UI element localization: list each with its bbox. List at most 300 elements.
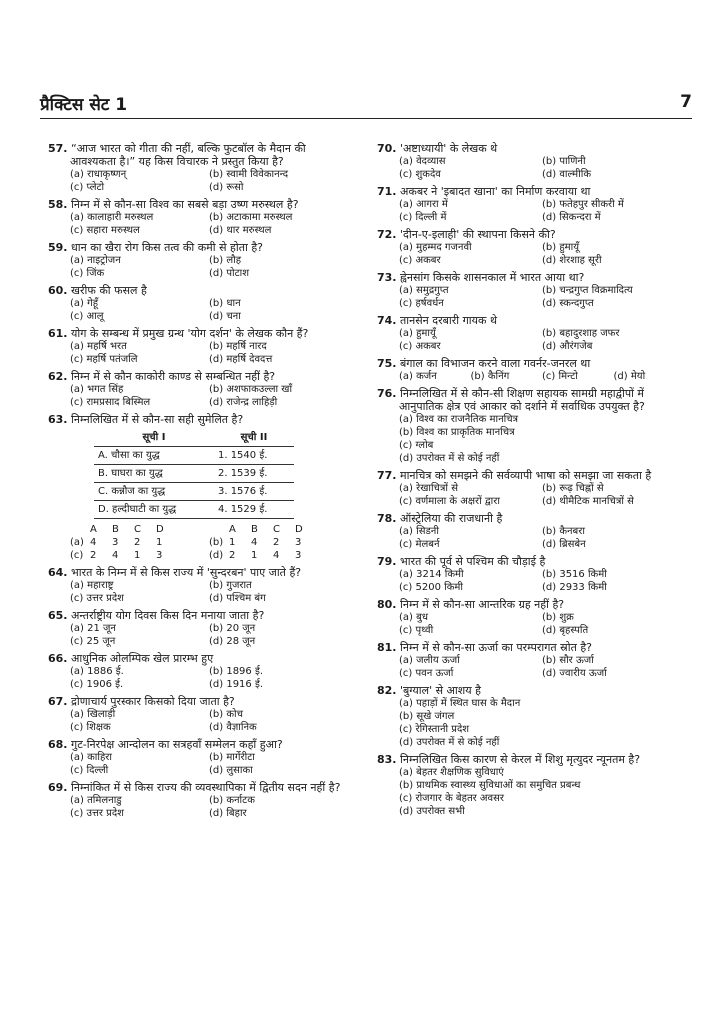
option-a[interactable]: (a) सिडनी: [399, 526, 439, 537]
option-d[interactable]: (d) रूसो: [209, 182, 244, 193]
question-text: निम्न में से कौन-सा विश्व का सबसे बड़ा उष्ण मरुस्थल है?: [71, 198, 299, 211]
options: [377, 413, 685, 465]
option-b[interactable]: (b) 1896 ई.: [209, 666, 264, 677]
option-b[interactable]: (b) लौह: [209, 255, 242, 266]
question-63: [48, 413, 348, 562]
question-number: 80.: [377, 598, 397, 611]
option-c[interactable]: (c) मेलबर्न: [399, 539, 440, 550]
question-line: [48, 284, 348, 297]
options: [377, 155, 685, 181]
answer-code-option[interactable]: [70, 549, 209, 562]
option-b[interactable]: (b) महर्षि नारद: [209, 341, 267, 352]
right-question-group-3: [377, 684, 685, 818]
match-table: [94, 429, 294, 519]
list-1-item: D. हल्दीघाटी का युद्ध: [94, 501, 214, 519]
question-number: 59.: [48, 241, 68, 254]
option-d[interactable]: (d) बिहार: [209, 808, 247, 819]
option-c[interactable]: (c) 5200 किमी: [399, 582, 463, 593]
question-text: द्रोणाचार्य पुरस्कार किसको दिया जाता है?: [71, 695, 235, 708]
question-line: [377, 228, 685, 241]
code-column-label: D: [295, 524, 303, 535]
question-line: [377, 185, 685, 198]
question-text: गुट-निरपेक्ष आन्दोलन का सत्रहवाँ सम्मेलन कहाँ हुआ?: [71, 738, 283, 751]
options: [48, 665, 348, 691]
code-value: (c): [70, 550, 84, 561]
left-column: [48, 142, 348, 824]
option-d[interactable]: (d) पोटाश: [209, 268, 250, 279]
options: [48, 622, 348, 648]
option-c[interactable]: (c) रोजगार के बेहतर अवसर: [399, 793, 504, 804]
code-value: 1: [156, 537, 163, 548]
question-number: 57.: [48, 142, 68, 155]
question-number: 78.: [377, 512, 397, 525]
options: [48, 383, 348, 409]
question-text: ह्वेनसांग किसके शासनकाल में भारत आया था?: [400, 271, 585, 284]
options: [377, 766, 685, 818]
question-68: [48, 738, 348, 777]
question-text: खरीफ की फसल है: [71, 284, 147, 297]
options: [48, 254, 348, 280]
option-d[interactable]: (d) शेरशाह सूरी: [542, 255, 602, 266]
option-b[interactable]: (b) कोच: [209, 709, 243, 720]
question-number: 75.: [377, 357, 397, 370]
option-d[interactable]: (d) थार मरुस्थल: [209, 225, 272, 236]
code-value: 2: [90, 550, 97, 561]
option-c[interactable]: (c) उत्तर प्रदेश: [70, 593, 124, 604]
question-text: निम्न में से कौन-सा आन्तरिक ग्रह नहीं है?: [400, 598, 565, 611]
question-number: 74.: [377, 314, 397, 327]
option-a[interactable]: (a) कर्जन: [399, 371, 437, 382]
list-1-item: A. चौसा का युद्ध: [94, 447, 214, 465]
question-number: 83.: [377, 753, 397, 766]
question-number: 60.: [48, 284, 68, 297]
question-text: निम्न में से कौन-सा ऊर्जा का परम्परागत स्रोत है?: [400, 641, 593, 654]
question-78: [377, 512, 685, 551]
option-c[interactable]: (c) मिन्टो: [542, 371, 578, 382]
match-table-row: [94, 483, 294, 501]
options: [377, 198, 685, 224]
right-question-group-1: [377, 142, 685, 353]
left-question-group-1: [48, 142, 348, 409]
question-59: [48, 241, 348, 280]
option-a[interactable]: (a) वेदव्यास: [399, 156, 446, 167]
question-line: [377, 555, 685, 568]
option-b[interactable]: (b) पाणिनी: [542, 156, 586, 167]
option-a[interactable]: (a) हुमायूँ: [399, 328, 436, 339]
option-b[interactable]: (b) स्वामी विवेकानन्द: [209, 169, 289, 180]
option-b[interactable]: (b) अटाकामा मरुस्थल: [209, 212, 293, 223]
option-c[interactable]: (c) सहारा मरुस्थल: [70, 225, 140, 236]
option-d[interactable]: (d) उपरोक्त में से कोई नहीं: [399, 737, 500, 748]
question-text: 'बुग्याल' से आशय है: [400, 684, 481, 697]
code-value: 3: [156, 550, 163, 561]
answer-code-header: [70, 523, 209, 536]
option-d[interactable]: (d) औरंगजेब: [542, 341, 593, 352]
question-58: [48, 198, 348, 237]
option-b[interactable]: (b) मार्गेरीटा: [209, 752, 255, 763]
question-75: [377, 357, 685, 383]
option-a[interactable]: (a) 3214 किमी: [399, 569, 464, 580]
option-a[interactable]: (a) महर्षि भरत: [70, 341, 127, 352]
option-b[interactable]: (b) विश्व का प्राकृतिक मानचित्र: [399, 427, 515, 438]
question-number: 70.: [377, 142, 397, 155]
question-text: बंगाल का विभाजन करने वाला गवर्नर-जनरल था: [400, 357, 591, 370]
answer-code-header: [209, 523, 348, 536]
option-b[interactable]: (b) फतेहपुर सीकरी में: [542, 199, 624, 210]
option-a[interactable]: (a) विश्व का राजनैतिक मानचित्र: [399, 414, 519, 425]
question-line: [48, 198, 348, 211]
answer-code-option[interactable]: [70, 536, 209, 549]
question-number: 76.: [377, 387, 397, 400]
answer-codes-left: [70, 523, 209, 562]
option-c[interactable]: (c) पवन ऊर्जा: [399, 668, 454, 679]
question-number: 62.: [48, 370, 68, 383]
option-d[interactable]: (d) वाल्मीकि: [542, 169, 592, 180]
code-column-label: D: [156, 524, 164, 535]
question-number: 77.: [377, 469, 397, 482]
option-a[interactable]: (a) खिलाड़ी: [70, 709, 116, 720]
question-73: [377, 271, 685, 310]
match-table-row: [94, 447, 294, 465]
option-a[interactable]: (a) जलीय ऊर्जा: [399, 655, 460, 666]
option-a[interactable]: (a) मुहम्मद गजनवी: [399, 242, 472, 253]
question-line: [377, 512, 685, 525]
option-d[interactable]: (d) पश्चिम बंग: [209, 593, 266, 604]
question-74: [377, 314, 685, 353]
option-b[interactable]: (b) 20 जून: [209, 623, 256, 634]
page-title: प्रैक्टिस सेट 1: [40, 95, 128, 115]
option-c[interactable]: (c) अकबर: [399, 341, 441, 352]
question-number: 66.: [48, 652, 68, 665]
question-line: [377, 314, 685, 327]
option-d[interactable]: (d) लुसाका: [209, 765, 253, 776]
options: [377, 568, 685, 594]
option-c[interactable]: (c) 25 जून: [70, 636, 116, 647]
options: [48, 168, 348, 194]
options: [377, 525, 685, 551]
option-d[interactable]: (d) वैज्ञानिक: [209, 722, 257, 733]
option-d[interactable]: (d) 28 जून: [209, 636, 256, 647]
answer-code-option[interactable]: [209, 549, 348, 562]
match-table-row: [94, 465, 294, 483]
list-1-header: सूची I: [94, 429, 214, 447]
code-value: 1: [134, 550, 141, 561]
option-b[interactable]: (b) रूढ़ चिह्नों से: [542, 483, 604, 494]
question-line: [48, 142, 348, 168]
question-71: [377, 185, 685, 224]
question-66: [48, 652, 348, 691]
code-value: 4: [90, 537, 97, 548]
question-text: अन्तर्राष्ट्रीय योग दिवस किस दिन मनाया जाता है?: [71, 609, 265, 622]
question-number: 64.: [48, 566, 68, 579]
option-c[interactable]: (c) प्लेटो: [70, 182, 105, 193]
left-question-group-2: [48, 566, 348, 820]
option-b[interactable]: (b) 3516 किमी: [542, 569, 607, 580]
answer-codes-right: [209, 523, 348, 562]
question-number: 71.: [377, 185, 397, 198]
answer-code-option[interactable]: [209, 536, 348, 549]
option-b[interactable]: (b) चन्द्रगुप्त विक्रमादित्य: [542, 285, 633, 296]
option-a[interactable]: (a) तमिलनाडु: [70, 795, 122, 806]
code-column-label: [70, 523, 90, 536]
option-d[interactable]: (d) मेयो: [613, 371, 646, 382]
code-value: 1: [251, 550, 258, 561]
question-67: [48, 695, 348, 734]
option-c[interactable]: (c) दिल्ली में: [399, 212, 447, 223]
code-value: 3: [295, 537, 302, 548]
code-value: (d): [209, 550, 224, 561]
list-2-item: 2. 1539 ई.: [214, 465, 294, 483]
question-69: [48, 781, 348, 820]
option-b[interactable]: (b) अशफाकउल्ला खाँ: [209, 384, 293, 395]
option-a[interactable]: (a) रेखाचित्रों से: [399, 483, 458, 494]
question-line: [48, 695, 348, 708]
option-c[interactable]: (c) महर्षि पतंजलि: [70, 354, 138, 365]
question-57: [48, 142, 348, 194]
question-text: भारत के निम्न में से किस राज्य में 'सुन्दरबन' पाए जाते हैं?: [71, 566, 302, 579]
option-c[interactable]: (c) हर्षवर्धन: [399, 298, 444, 309]
option-a[interactable]: (a) बेहतर शैक्षणिक सुविधाएं: [399, 767, 504, 778]
option-b[interactable]: (b) कर्नाटक: [209, 795, 255, 806]
question-76: [377, 387, 685, 465]
options: [48, 579, 348, 605]
question-line: [48, 652, 348, 665]
question-number: 67.: [48, 695, 68, 708]
question-line: [377, 684, 685, 697]
option-a[interactable]: (a) 21 जून: [70, 623, 116, 634]
code-column-label: C: [134, 524, 141, 535]
options: [377, 241, 685, 267]
list-1-item: B. घाघरा का युद्ध: [94, 465, 214, 483]
option-a[interactable]: (a) समुद्रगुप्त: [399, 285, 449, 296]
option-d[interactable]: (d) थीमैटिक मानचित्रों से: [542, 496, 634, 507]
question-64: [48, 566, 348, 605]
question-text: “आज भारत को गीता की नहीं, बल्कि फुटबॉल के मैदान की आवश्यकता है।” यह किस विचारक ने प्रस्तुत किया है?: [70, 142, 306, 168]
question-text: मानचित्र को समझने की सर्वव्यापी भाषा को समझा जा सकता है: [400, 469, 652, 482]
option-d[interactable]: (d) 1916 ई.: [209, 679, 264, 690]
question-number: 81.: [377, 641, 397, 654]
option-c[interactable]: (c) दिल्ली: [70, 765, 109, 776]
code-value: (a): [70, 537, 84, 548]
options: [377, 482, 685, 508]
question-text: निम्न में से कौन काकोरी काण्ड से सम्बन्धित नहीं है?: [71, 370, 276, 383]
list-2-item: 1. 1540 ई.: [214, 447, 294, 465]
question-line: [377, 142, 685, 155]
code-value: 3: [295, 550, 302, 561]
question-number: 65.: [48, 609, 68, 622]
question-text: निम्नांकित में से किस राज्य की व्यवस्थापिका में द्वितीय सदन नहीं है?: [71, 781, 341, 794]
code-value: 2: [273, 537, 280, 548]
option-c[interactable]: (c) 1906 ई.: [70, 679, 124, 690]
options: [377, 611, 685, 637]
options: [48, 211, 348, 237]
option-a[interactable]: (a) पहाड़ों में स्थित घास के मैदान: [399, 698, 521, 709]
question-line: [48, 609, 348, 622]
option-a[interactable]: (a) महाराष्ट्र: [70, 580, 114, 591]
option-a[interactable]: (a) कालाहारी मरुस्थल: [70, 212, 154, 223]
option-b[interactable]: (b) गुजरात: [209, 580, 252, 591]
option-c[interactable]: (c) उत्तर प्रदेश: [70, 808, 124, 819]
code-value: 2: [229, 550, 236, 561]
question-number: 58.: [48, 198, 68, 211]
list-2-item: 4. 1529 ई.: [214, 501, 294, 519]
question-number: 72.: [377, 228, 397, 241]
option-d[interactable]: (d) स्कन्दगुप्त: [542, 298, 594, 309]
options: [377, 327, 685, 353]
question-65: [48, 609, 348, 648]
question-text: निम्नलिखित किस कारण से केरल में शिशु मृत्युदर न्यूनतम है?: [400, 753, 641, 766]
question-line: [377, 598, 685, 611]
question-text: अकबर ने 'इबादत खाना' का निर्माण करवाया था: [400, 185, 591, 198]
answer-codes: [48, 523, 348, 562]
options: [48, 751, 348, 777]
options: [48, 297, 348, 323]
code-value: 4: [251, 537, 258, 548]
option-a[interactable]: (a) नाइट्रोजन: [70, 255, 121, 266]
option-c[interactable]: (c) शिक्षक: [70, 722, 111, 733]
question-number: 73.: [377, 271, 397, 284]
question-text: 'अष्टाध्यायी' के लेखक थे: [400, 142, 498, 155]
option-a[interactable]: (a) 1886 ई.: [70, 666, 124, 677]
options: [48, 340, 348, 366]
option-a[interactable]: (a) भगत सिंह: [70, 384, 124, 395]
option-a[interactable]: (a) गेहूँ: [70, 298, 99, 309]
code-column-label: A: [90, 524, 97, 535]
header-rule: [40, 118, 692, 119]
question-number: 82.: [377, 684, 397, 697]
question-82: [377, 684, 685, 749]
question-text: निम्नलिखित में से कौन-सी शिक्षण सहायक सामग्री महाद्वीपों में आनुपातिक क्षेत्र एवं आकार को दर्शाने में सर्वाधिक उपयुक्त है?: [399, 387, 645, 413]
right-column: [377, 142, 685, 822]
list-2-header: सूची II: [214, 429, 294, 447]
code-value: 3: [112, 537, 119, 548]
question-number: 69.: [48, 781, 68, 794]
question-text: तानसेन दरबारी गायक थे: [400, 314, 497, 327]
question-62: [48, 370, 348, 409]
page-number: 7: [680, 92, 692, 112]
code-value: 4: [273, 550, 280, 561]
question-text: ऑस्ट्रेलिया की राजधानी है: [400, 512, 503, 525]
question-line: [48, 241, 348, 254]
question-text: 'दीन-ए-इलाही' की स्थापना किसने की?: [400, 228, 556, 241]
option-d[interactable]: (d) चना: [209, 311, 241, 322]
question-text: योग के सम्बन्ध में प्रमुख ग्रन्थ 'योग दर्शन' के लेखक कौन हैं?: [71, 327, 309, 340]
list-1-item: C. कन्नौज का युद्ध: [94, 483, 214, 501]
code-column-label: [209, 523, 229, 536]
question-number: 61.: [48, 327, 68, 340]
option-b[interactable]: (b) सूखे जंगल: [399, 711, 455, 722]
question-77: [377, 469, 685, 508]
code-column-label: B: [251, 524, 258, 535]
question-70: [377, 142, 685, 181]
question-79: [377, 555, 685, 594]
option-c[interactable]: (c) आलू: [70, 311, 104, 322]
option-d[interactable]: (d) ज्वारीय ऊर्जा: [542, 668, 607, 679]
option-a[interactable]: (a) काहिरा: [70, 752, 112, 763]
option-d[interactable]: (d) राजेन्द्र लाहिड़ी: [209, 397, 278, 408]
option-d[interactable]: (d) उपरोक्त में से कोई नहीं: [399, 453, 500, 464]
code-value: (b): [209, 537, 224, 548]
code-value: 4: [112, 550, 119, 561]
question-line: [48, 370, 348, 383]
question-line: [377, 469, 685, 482]
question-text: निम्नलिखित में से कौन-सा सही सुमेलित है?: [71, 413, 244, 426]
code-column-label: C: [273, 524, 280, 535]
option-d[interactable]: (d) महर्षि देवदत्त: [209, 354, 273, 365]
question-line: [48, 738, 348, 751]
question-80: [377, 598, 685, 637]
question-line: [48, 781, 348, 794]
options: [377, 697, 685, 749]
option-a[interactable]: (a) राधाकृष्णन्: [70, 169, 127, 180]
question-number: 63.: [48, 413, 68, 426]
option-c[interactable]: (c) रेगिस्तानी प्रदेश: [399, 724, 470, 735]
option-b[interactable]: (b) शुक्र: [542, 612, 574, 623]
options: [48, 794, 348, 820]
option-d[interactable]: (d) उपरोक्त सभी: [399, 806, 465, 817]
question-81: [377, 641, 685, 680]
question-line: [377, 753, 685, 766]
option-a[interactable]: (a) आगरा में: [399, 199, 448, 210]
question-line: [377, 641, 685, 654]
option-d[interactable]: (d) ब्रिसबेन: [542, 539, 586, 550]
question-line: [48, 566, 348, 579]
options: [377, 654, 685, 680]
question-text: भारत की पूर्व से पश्चिम की चौड़ाई है: [400, 555, 546, 568]
option-c[interactable]: (c) अकबर: [399, 255, 441, 266]
option-b[interactable]: (b) धान: [209, 298, 241, 309]
code-column-label: B: [112, 524, 119, 535]
option-a[interactable]: (a) बुध: [399, 612, 428, 623]
option-b[interactable]: (b) बहादुरशाह जफर: [542, 328, 620, 339]
code-value: 2: [134, 537, 141, 548]
option-c[interactable]: (c) शुकदेव: [399, 169, 441, 180]
options: [48, 708, 348, 734]
option-c[interactable]: (c) ग्लोब: [399, 440, 434, 451]
question-line: [48, 327, 348, 340]
question-number: 68.: [48, 738, 68, 751]
question-number: 79.: [377, 555, 397, 568]
question-72: [377, 228, 685, 267]
list-2-item: 3. 1576 ई.: [214, 483, 294, 501]
question-61: [48, 327, 348, 366]
match-table-header-row: [94, 429, 294, 447]
option-b[interactable]: (b) प्राथमिक स्वास्थ्य सुविधाओं का समुचित प्रबन्ध: [399, 780, 581, 791]
option-c[interactable]: (c) रामप्रसाद बिस्मिल: [70, 397, 151, 408]
question-text: आधुनिक ओलम्पिक खेल प्रारम्भ हुए: [71, 652, 214, 665]
match-table-row: [94, 501, 294, 519]
option-d[interactable]: (d) बृहस्पति: [542, 625, 589, 636]
code-column-label: A: [229, 524, 236, 535]
question-83: [377, 753, 685, 818]
question-60: [48, 284, 348, 323]
option-c[interactable]: (c) वर्णमाला के अक्षरों द्वारा: [399, 496, 500, 507]
code-value: 1: [229, 537, 236, 548]
question-line: [377, 271, 685, 284]
question-text: धान का खैरा रोग किस तत्व की कमी से होता है?: [71, 241, 263, 254]
option-d[interactable]: (d) सिकन्दरा में: [542, 212, 601, 223]
option-b[interactable]: (b) सौर ऊर्जा: [542, 655, 594, 666]
option-c[interactable]: (c) पृथ्वी: [399, 625, 434, 636]
option-b[interactable]: (b) कैनबरा: [542, 526, 585, 537]
page-header: [40, 92, 692, 118]
options: [377, 370, 685, 383]
right-question-group-2: [377, 469, 685, 680]
option-b[interactable]: (b) कैनिंग: [470, 371, 510, 382]
option-b[interactable]: (b) हुमायूँ: [542, 242, 580, 253]
option-c[interactable]: (c) जिंक: [70, 268, 105, 279]
option-d[interactable]: (d) 2933 किमी: [542, 582, 607, 593]
